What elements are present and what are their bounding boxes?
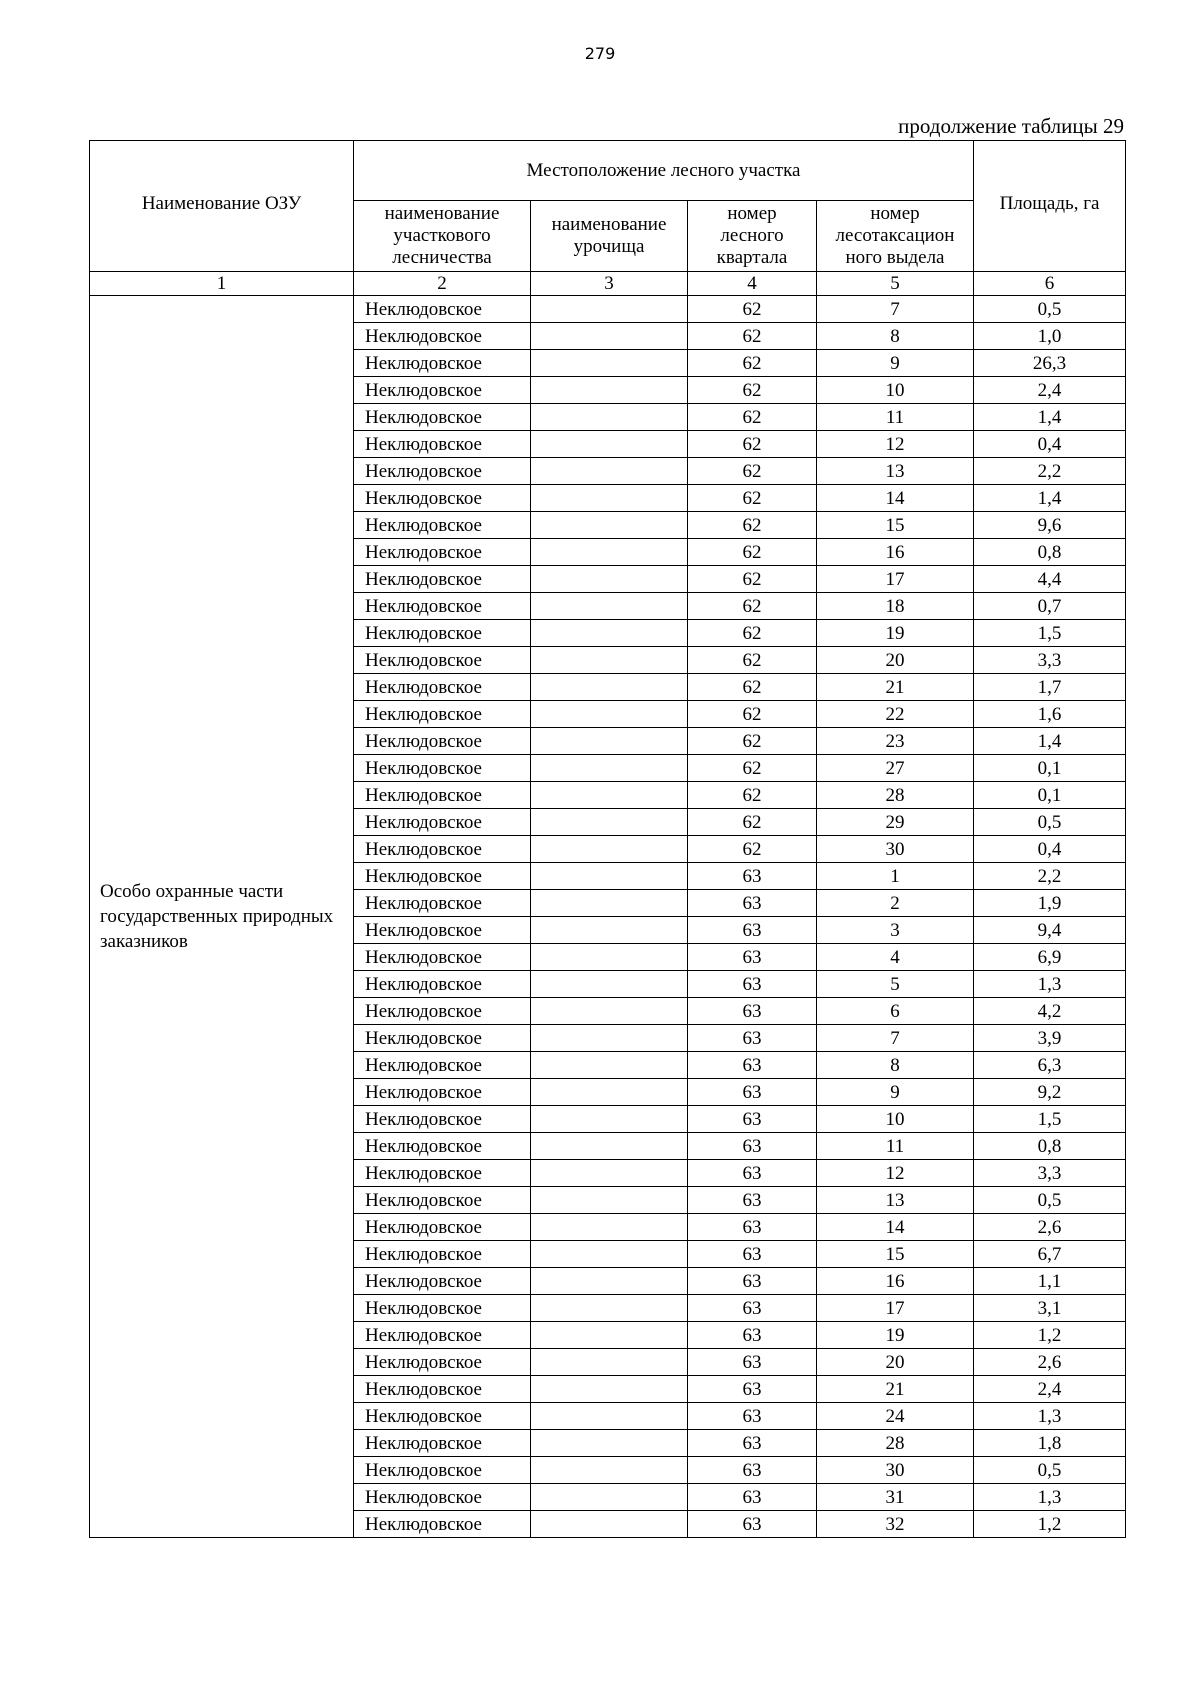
quarter-cell: 62	[688, 512, 817, 539]
tract-cell	[531, 1268, 688, 1295]
area-cell: 1,8	[974, 1430, 1126, 1457]
area-cell: 0,8	[974, 1133, 1126, 1160]
forestry-cell: Неклюдовское	[354, 1403, 531, 1430]
tract-cell	[531, 998, 688, 1025]
forestry-cell: Неклюдовское	[354, 296, 531, 323]
tract-cell	[531, 431, 688, 458]
area-cell: 1,3	[974, 971, 1126, 998]
area-cell: 1,4	[974, 728, 1126, 755]
compartment-cell: 23	[817, 728, 974, 755]
tract-cell	[531, 296, 688, 323]
compartment-cell: 11	[817, 1133, 974, 1160]
quarter-cell: 63	[688, 863, 817, 890]
area-cell: 1,7	[974, 674, 1126, 701]
tract-cell	[531, 917, 688, 944]
header-compartment: номер лесотаксацион ного выдела	[817, 201, 974, 272]
tract-cell	[531, 404, 688, 431]
tract-cell	[531, 620, 688, 647]
tract-cell	[531, 647, 688, 674]
area-cell: 0,5	[974, 296, 1126, 323]
quarter-cell: 63	[688, 1133, 817, 1160]
area-cell: 9,2	[974, 1079, 1126, 1106]
tract-cell	[531, 1349, 688, 1376]
compartment-cell: 16	[817, 539, 974, 566]
quarter-cell: 62	[688, 593, 817, 620]
compartment-cell: 6	[817, 998, 974, 1025]
quarter-cell: 63	[688, 998, 817, 1025]
compartment-cell: 15	[817, 512, 974, 539]
forestry-cell: Неклюдовское	[354, 998, 531, 1025]
compartment-cell: 24	[817, 1403, 974, 1430]
tract-cell	[531, 836, 688, 863]
compartment-cell: 30	[817, 836, 974, 863]
tract-cell	[531, 755, 688, 782]
forestry-cell: Неклюдовское	[354, 1511, 531, 1538]
compartment-cell: 13	[817, 458, 974, 485]
area-cell: 0,8	[974, 539, 1126, 566]
forestry-cell: Неклюдовское	[354, 1079, 531, 1106]
ozu-name-cell: Особо охранные части государственных природных заказников	[90, 296, 354, 1538]
forestry-cell: Неклюдовское	[354, 1295, 531, 1322]
forestry-cell: Неклюдовское	[354, 1349, 531, 1376]
area-cell: 0,4	[974, 836, 1126, 863]
quarter-cell: 62	[688, 566, 817, 593]
forestry-cell: Неклюдовское	[354, 1376, 531, 1403]
compartment-cell: 5	[817, 971, 974, 998]
tract-cell	[531, 701, 688, 728]
tract-cell	[531, 1079, 688, 1106]
forestry-cell: Неклюдовское	[354, 782, 531, 809]
compartment-cell: 28	[817, 1430, 974, 1457]
compartment-cell: 7	[817, 1025, 974, 1052]
forestry-cell: Неклюдовское	[354, 323, 531, 350]
header-tract: наименование урочища	[531, 201, 688, 272]
quarter-cell: 62	[688, 647, 817, 674]
compartment-cell: 12	[817, 431, 974, 458]
column-number: 1	[90, 272, 354, 296]
quarter-cell: 63	[688, 1484, 817, 1511]
tract-cell	[531, 809, 688, 836]
forestry-cell: Неклюдовское	[354, 809, 531, 836]
quarter-cell: 62	[688, 458, 817, 485]
header-location-group: Местоположение лесного участка	[354, 141, 974, 201]
area-cell: 0,5	[974, 1187, 1126, 1214]
compartment-cell: 21	[817, 674, 974, 701]
forestry-cell: Неклюдовское	[354, 1268, 531, 1295]
compartment-cell: 13	[817, 1187, 974, 1214]
area-cell: 2,6	[974, 1349, 1126, 1376]
quarter-cell: 62	[688, 539, 817, 566]
quarter-cell: 62	[688, 809, 817, 836]
area-cell: 0,7	[974, 593, 1126, 620]
column-number: 3	[531, 272, 688, 296]
quarter-cell: 63	[688, 971, 817, 998]
quarter-cell: 63	[688, 1457, 817, 1484]
quarter-cell: 63	[688, 1079, 817, 1106]
quarter-cell: 62	[688, 350, 817, 377]
tract-cell	[531, 593, 688, 620]
forestry-cell: Неклюдовское	[354, 566, 531, 593]
quarter-cell: 63	[688, 1214, 817, 1241]
column-number-row	[90, 272, 1126, 296]
compartment-cell: 29	[817, 809, 974, 836]
tract-cell	[531, 350, 688, 377]
quarter-cell: 63	[688, 1349, 817, 1376]
forestry-cell: Неклюдовское	[354, 728, 531, 755]
forestry-cell: Неклюдовское	[354, 1025, 531, 1052]
area-cell: 0,5	[974, 1457, 1126, 1484]
forestry-cell: Неклюдовское	[354, 1430, 531, 1457]
area-cell: 1,1	[974, 1268, 1126, 1295]
quarter-cell: 63	[688, 1511, 817, 1538]
compartment-cell: 7	[817, 296, 974, 323]
forest-plots-table	[89, 140, 1126, 1538]
forestry-cell: Неклюдовское	[354, 1160, 531, 1187]
page-number: 279	[584, 44, 616, 63]
quarter-cell: 63	[688, 1403, 817, 1430]
compartment-cell: 21	[817, 1376, 974, 1403]
tract-cell	[531, 944, 688, 971]
area-cell: 2,4	[974, 377, 1126, 404]
quarter-cell: 63	[688, 1241, 817, 1268]
area-cell: 1,2	[974, 1322, 1126, 1349]
quarter-cell: 62	[688, 296, 817, 323]
tract-cell	[531, 1160, 688, 1187]
tract-cell	[531, 1214, 688, 1241]
forestry-cell: Неклюдовское	[354, 1457, 531, 1484]
tract-cell	[531, 1025, 688, 1052]
forestry-cell: Неклюдовское	[354, 485, 531, 512]
area-cell: 3,9	[974, 1025, 1126, 1052]
tract-cell	[531, 1511, 688, 1538]
forestry-cell: Неклюдовское	[354, 1241, 531, 1268]
forestry-cell: Неклюдовское	[354, 1133, 531, 1160]
forestry-cell: Неклюдовское	[354, 755, 531, 782]
quarter-cell: 63	[688, 1268, 817, 1295]
forestry-cell: Неклюдовское	[354, 944, 531, 971]
table-row	[90, 296, 1126, 323]
area-cell: 26,3	[974, 350, 1126, 377]
area-cell: 0,1	[974, 755, 1126, 782]
quarter-cell: 62	[688, 836, 817, 863]
quarter-cell: 62	[688, 377, 817, 404]
area-cell: 3,3	[974, 647, 1126, 674]
quarter-cell: 62	[688, 620, 817, 647]
area-cell: 1,9	[974, 890, 1126, 917]
quarter-cell: 62	[688, 755, 817, 782]
tract-cell	[531, 1295, 688, 1322]
compartment-cell: 11	[817, 404, 974, 431]
tract-cell	[531, 485, 688, 512]
forestry-cell: Неклюдовское	[354, 647, 531, 674]
forestry-cell: Неклюдовское	[354, 701, 531, 728]
quarter-cell: 63	[688, 1376, 817, 1403]
tract-cell	[531, 728, 688, 755]
compartment-cell: 30	[817, 1457, 974, 1484]
area-cell: 0,1	[974, 782, 1126, 809]
header-ozu-name: Наименование ОЗУ	[90, 141, 354, 272]
forestry-cell: Неклюдовское	[354, 1052, 531, 1079]
tract-cell	[531, 512, 688, 539]
tract-cell	[531, 458, 688, 485]
area-cell: 6,9	[974, 944, 1126, 971]
forestry-cell: Неклюдовское	[354, 863, 531, 890]
tract-cell	[531, 1430, 688, 1457]
table-header	[90, 141, 1126, 296]
compartment-cell: 14	[817, 1214, 974, 1241]
area-cell: 3,1	[974, 1295, 1126, 1322]
tract-cell	[531, 674, 688, 701]
forestry-cell: Неклюдовское	[354, 674, 531, 701]
forestry-cell: Неклюдовское	[354, 512, 531, 539]
tract-cell	[531, 377, 688, 404]
compartment-cell: 9	[817, 1079, 974, 1106]
quarter-cell: 62	[688, 431, 817, 458]
quarter-cell: 63	[688, 1430, 817, 1457]
forestry-cell: Неклюдовское	[354, 404, 531, 431]
tract-cell	[531, 566, 688, 593]
compartment-cell: 3	[817, 917, 974, 944]
compartment-cell: 19	[817, 620, 974, 647]
compartment-cell: 17	[817, 1295, 974, 1322]
forestry-cell: Неклюдовское	[354, 620, 531, 647]
header-area: Площадь, га	[974, 141, 1126, 272]
area-cell: 1,3	[974, 1403, 1126, 1430]
forestry-cell: Неклюдовское	[354, 431, 531, 458]
forestry-cell: Неклюдовское	[354, 1484, 531, 1511]
tract-cell	[531, 1052, 688, 1079]
quarter-cell: 63	[688, 1052, 817, 1079]
quarter-cell: 63	[688, 1295, 817, 1322]
header-quarter: номер лесного квартала	[688, 201, 817, 272]
area-cell: 1,5	[974, 1106, 1126, 1133]
compartment-cell: 22	[817, 701, 974, 728]
compartment-cell: 27	[817, 755, 974, 782]
forestry-cell: Неклюдовское	[354, 350, 531, 377]
area-cell: 1,0	[974, 323, 1126, 350]
forestry-cell: Неклюдовское	[354, 1214, 531, 1241]
area-cell: 6,7	[974, 1241, 1126, 1268]
tract-cell	[531, 1484, 688, 1511]
area-cell: 1,6	[974, 701, 1126, 728]
forestry-cell: Неклюдовское	[354, 917, 531, 944]
column-number: 4	[688, 272, 817, 296]
compartment-cell: 12	[817, 1160, 974, 1187]
quarter-cell: 62	[688, 404, 817, 431]
area-cell: 9,4	[974, 917, 1126, 944]
table-continuation-label: продолжение таблицы 29	[898, 114, 1124, 138]
column-number: 2	[354, 272, 531, 296]
compartment-cell: 19	[817, 1322, 974, 1349]
forestry-cell: Неклюдовское	[354, 458, 531, 485]
forestry-cell: Неклюдовское	[354, 1322, 531, 1349]
compartment-cell: 4	[817, 944, 974, 971]
quarter-cell: 63	[688, 1187, 817, 1214]
compartment-cell: 10	[817, 377, 974, 404]
tract-cell	[531, 1187, 688, 1214]
tract-cell	[531, 1106, 688, 1133]
tract-cell	[531, 1133, 688, 1160]
quarter-cell: 63	[688, 1025, 817, 1052]
quarter-cell: 63	[688, 1322, 817, 1349]
area-cell: 1,5	[974, 620, 1126, 647]
quarter-cell: 62	[688, 323, 817, 350]
quarter-cell: 62	[688, 728, 817, 755]
quarter-cell: 62	[688, 485, 817, 512]
compartment-cell: 17	[817, 566, 974, 593]
area-cell: 1,4	[974, 404, 1126, 431]
tract-cell	[531, 1403, 688, 1430]
forestry-cell: Неклюдовское	[354, 1187, 531, 1214]
compartment-cell: 9	[817, 350, 974, 377]
tract-cell	[531, 1241, 688, 1268]
area-cell: 2,4	[974, 1376, 1126, 1403]
area-cell: 6,3	[974, 1052, 1126, 1079]
tract-cell	[531, 890, 688, 917]
quarter-cell: 63	[688, 890, 817, 917]
area-cell: 1,2	[974, 1511, 1126, 1538]
area-cell: 1,3	[974, 1484, 1126, 1511]
area-cell: 4,2	[974, 998, 1126, 1025]
quarter-cell: 63	[688, 1106, 817, 1133]
forestry-cell: Неклюдовское	[354, 539, 531, 566]
area-cell: 3,3	[974, 1160, 1126, 1187]
compartment-cell: 18	[817, 593, 974, 620]
tract-cell	[531, 782, 688, 809]
forestry-cell: Неклюдовское	[354, 1106, 531, 1133]
compartment-cell: 20	[817, 647, 974, 674]
compartment-cell: 8	[817, 323, 974, 350]
compartment-cell: 28	[817, 782, 974, 809]
quarter-cell: 62	[688, 782, 817, 809]
compartment-cell: 20	[817, 1349, 974, 1376]
quarter-cell: 63	[688, 944, 817, 971]
quarter-cell: 62	[688, 674, 817, 701]
compartment-cell: 32	[817, 1511, 974, 1538]
quarter-cell: 63	[688, 917, 817, 944]
compartment-cell: 8	[817, 1052, 974, 1079]
table-body	[90, 296, 1126, 1538]
tract-cell	[531, 863, 688, 890]
tract-cell	[531, 1457, 688, 1484]
forestry-cell: Неклюдовское	[354, 593, 531, 620]
compartment-cell: 15	[817, 1241, 974, 1268]
tract-cell	[531, 539, 688, 566]
area-cell: 1,4	[974, 485, 1126, 512]
header-forestry: наименование участкового лесничества	[354, 201, 531, 272]
area-cell: 2,6	[974, 1214, 1126, 1241]
tract-cell	[531, 1376, 688, 1403]
forestry-cell: Неклюдовское	[354, 377, 531, 404]
tract-cell	[531, 971, 688, 998]
area-cell: 0,4	[974, 431, 1126, 458]
column-number: 5	[817, 272, 974, 296]
forestry-cell: Неклюдовское	[354, 836, 531, 863]
compartment-cell: 10	[817, 1106, 974, 1133]
compartment-cell: 1	[817, 863, 974, 890]
area-cell: 4,4	[974, 566, 1126, 593]
area-cell: 2,2	[974, 863, 1126, 890]
area-cell: 9,6	[974, 512, 1126, 539]
quarter-cell: 63	[688, 1160, 817, 1187]
area-cell: 0,5	[974, 809, 1126, 836]
tract-cell	[531, 1322, 688, 1349]
forestry-cell: Неклюдовское	[354, 890, 531, 917]
forestry-cell: Неклюдовское	[354, 971, 531, 998]
quarter-cell: 62	[688, 701, 817, 728]
compartment-cell: 14	[817, 485, 974, 512]
column-number: 6	[974, 272, 1126, 296]
area-cell: 2,2	[974, 458, 1126, 485]
compartment-cell: 16	[817, 1268, 974, 1295]
tract-cell	[531, 323, 688, 350]
compartment-cell: 31	[817, 1484, 974, 1511]
compartment-cell: 2	[817, 890, 974, 917]
